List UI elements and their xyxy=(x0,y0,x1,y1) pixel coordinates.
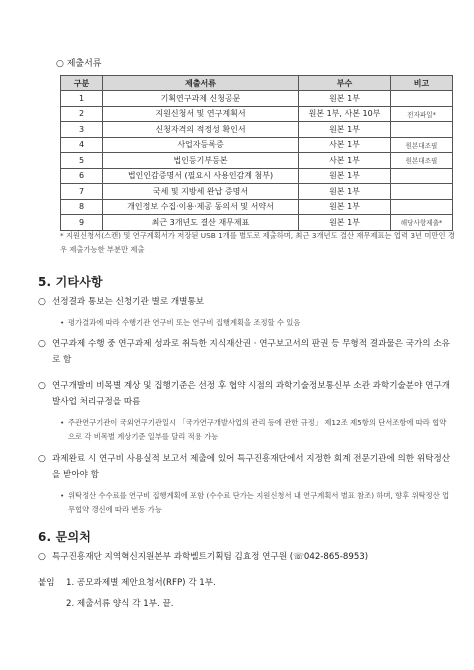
dot-bullet-icon: • xyxy=(60,491,65,500)
contact-text: 특구진흥재단 지역혁신지원본부 과학벨트기획팀 김효정 연구원 (☏042-865-8953) xyxy=(52,552,369,562)
attachment-item-2: 2. 제출서류 양식 각 1부. 끝. xyxy=(66,599,174,609)
row-copies: 원본 1부 xyxy=(299,122,391,138)
row-copies: 원본 1부 xyxy=(299,168,391,184)
row-number: 2 xyxy=(61,106,103,122)
row-document: 최근 3개년도 결산 재무제표 xyxy=(103,215,299,231)
table-row xyxy=(61,199,453,215)
circle-bullet-icon: ○ xyxy=(38,381,46,391)
row-document: 사업자등록증 xyxy=(103,137,299,153)
dot-bullet-icon: • xyxy=(60,318,65,327)
row-document: 개인정보 수집·이용·제공 동의서 및 서약서 xyxy=(103,199,299,215)
table-row xyxy=(61,106,453,122)
row-copies: 사본 1부 xyxy=(299,153,391,169)
section-5-note-3 xyxy=(60,416,453,443)
row-document: 신청자격의 적정성 확인서 xyxy=(103,122,299,138)
note-text: 평가결과에 따라 수행기관 연구비 또는 연구비 집행계획을 조정할 수 있음 xyxy=(68,318,301,327)
row-copies: 원본 1부, 사본 10부 xyxy=(299,106,391,122)
row-number: 9 xyxy=(61,215,103,231)
dot-bullet-icon: • xyxy=(60,418,65,427)
circle-bullet-icon: ○ xyxy=(38,297,46,307)
row-copies: 사본 1부 xyxy=(299,137,391,153)
row-document: 법인인감증명서 (필요시 사용인감계 첨부) xyxy=(103,168,299,184)
row-number: 5 xyxy=(61,153,103,169)
row-number: 6 xyxy=(61,168,103,184)
table-row xyxy=(61,215,453,231)
item-text: 과제완료 시 연구비 사용실적 보고서 제출에 있어 특구진흥재단에서 지정한 회계 전문기관에 의한 위탁정산을 받아야 함 xyxy=(52,454,451,480)
row-document: 지원신청서 및 연구계획서 xyxy=(103,106,299,122)
table-row xyxy=(61,153,453,169)
row-number: 7 xyxy=(61,184,103,200)
row-remark xyxy=(391,199,453,215)
section-5-item-1 xyxy=(38,295,452,311)
row-number: 1 xyxy=(61,91,103,107)
col-header-remark: 비고 xyxy=(391,76,453,91)
table-row xyxy=(61,184,453,200)
section-6-title: 6. 문의처 xyxy=(38,530,92,544)
circle-bullet-icon: ○ xyxy=(38,454,46,464)
table-header-row xyxy=(61,76,453,91)
section-5-note-1 xyxy=(60,316,453,330)
table-footnote: * 지원신청서(스캔) 및 연구계획서가 저장된 USB 1개를 별도로 제출하며, 최근 3개년도 결산 재무제표는 업력 3년 미만인 경우 제출가능한 부분만 제출 xyxy=(60,231,455,254)
attachment-item-1: 1. 공모과제별 제안요청서(RFP) 각 1부. xyxy=(66,578,216,588)
attachment-label: 붙임 xyxy=(38,578,55,588)
item-text: 연구개발비 비목별 계상 및 집행기준은 선정 후 협약 시점의 과학기술정보통신부 소관 과학기술분야 연구개발사업 처리규정을 따름 xyxy=(52,381,451,407)
circle-bullet-icon: ○ xyxy=(38,339,46,349)
row-remark: 원본대조필 xyxy=(391,153,453,169)
section-5-item-4 xyxy=(38,452,452,483)
table-row xyxy=(61,168,453,184)
col-header-copies: 부수 xyxy=(299,76,391,91)
section-5-title: 5. 기타사항 xyxy=(38,275,103,289)
table-row xyxy=(61,122,453,138)
row-number: 4 xyxy=(61,137,103,153)
row-remark xyxy=(391,91,453,107)
row-copies: 원본 1부 xyxy=(299,91,391,107)
row-remark xyxy=(391,184,453,200)
col-header-document: 제출서류 xyxy=(103,76,299,91)
contact-line xyxy=(38,550,452,566)
row-document: 법인등기부등본 xyxy=(103,153,299,169)
submission-docs-table xyxy=(60,75,453,231)
row-document: 국세 및 지방세 완납 증명서 xyxy=(103,184,299,200)
section-5-note-4 xyxy=(60,489,453,516)
circle-bullet-icon: ○ xyxy=(38,552,46,562)
item-text: 선정결과 통보는 신청기관 별로 개별통보 xyxy=(52,297,205,307)
item-text: 연구과제 수행 중 연구과제 성과로 취득한 지식재산권 · 연구보고서의 판권 등 무형적 결과물은 국가의 소유로 함 xyxy=(52,339,450,365)
row-remark xyxy=(391,122,453,138)
table-row xyxy=(61,91,453,107)
table-row xyxy=(61,137,453,153)
submission-docs-heading: ○ 제출서류 xyxy=(56,59,102,69)
row-document: 기획연구과제 신청공문 xyxy=(103,91,299,107)
row-copies: 원본 1부 xyxy=(299,215,391,231)
row-remark: 원본대조필 xyxy=(391,137,453,153)
row-remark: 전자파일* xyxy=(391,106,453,122)
row-copies: 원본 1부 xyxy=(299,199,391,215)
row-number: 8 xyxy=(61,199,103,215)
note-text: 위탁정산 수수료를 연구비 집행계획에 포함 (수수료 단가는 지원신청서 내 연구계획서 별표 참조) 하며, 향후 위탁정산 업무협약 갱신에 따라 변동 가능 xyxy=(68,491,450,514)
section-5-item-2 xyxy=(38,337,452,368)
section-5-item-3 xyxy=(38,379,452,410)
note-text: 주관연구기관이 국외연구기관일시 「국가연구개발사업의 관리 등에 관한 규정」 제12조 제5항의 단서조항에 따라 협약으로 각 비목별 계상기준 일부를 달리 적용 가능 xyxy=(68,418,447,441)
row-remark: 해당사항제출* xyxy=(391,215,453,231)
row-copies: 원본 1부 xyxy=(299,184,391,200)
col-header-category: 구분 xyxy=(61,76,103,91)
row-number: 3 xyxy=(61,122,103,138)
row-remark xyxy=(391,168,453,184)
